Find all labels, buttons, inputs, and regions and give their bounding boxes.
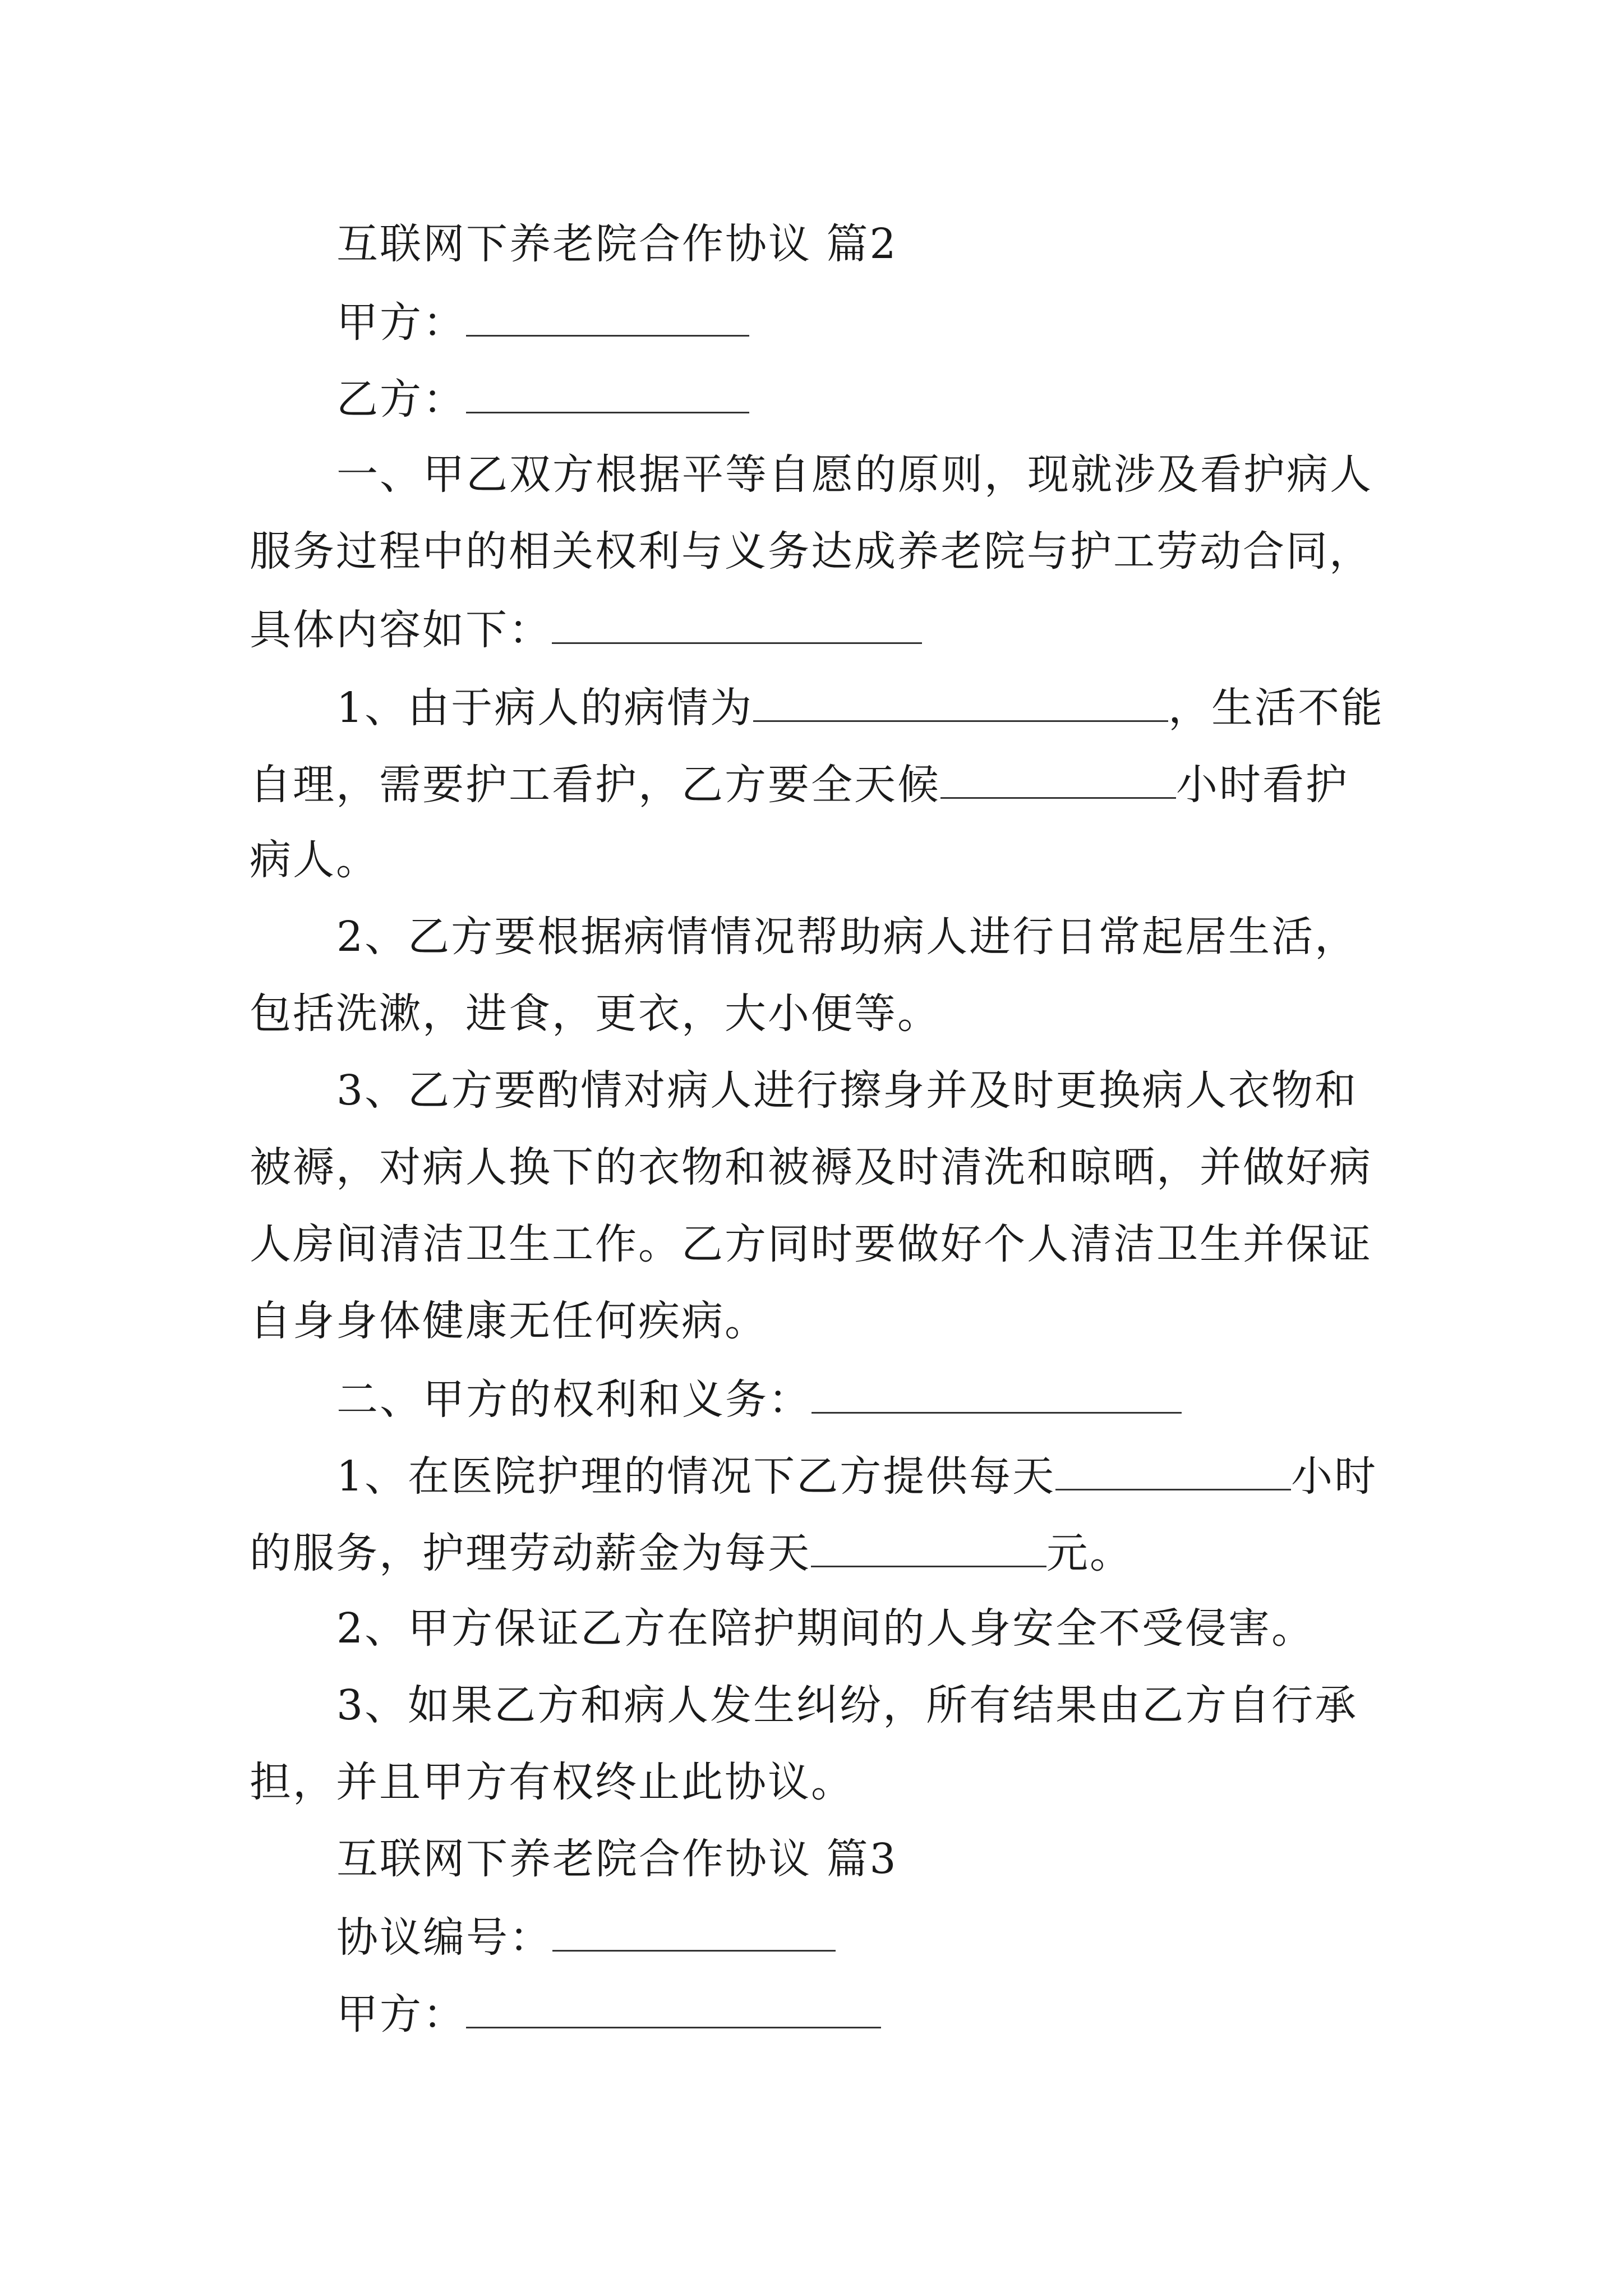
s1-item1-text-a: 1、由于病人的病情为 [336, 684, 754, 732]
service-hours-blank[interactable] [1055, 1454, 1291, 1490]
s1-intro-blank[interactable] [552, 608, 922, 644]
party-a-blank-2[interactable] [466, 1992, 881, 2028]
party-b-blank[interactable] [466, 377, 749, 413]
s1-item3-line-1: 3、乙方要酌情对病人进行擦身并及时更换病人衣物和 [336, 1066, 1358, 1115]
s1-item2-line-2: 包括洗漱，进食，更衣，大小便等。 [250, 990, 940, 1038]
s2-item1-line-2 [250, 1529, 1394, 1577]
agreement-no-label: 协议编号： [336, 1913, 552, 1962]
care-hours-blank[interactable] [940, 762, 1176, 799]
s2-item1-text-c: 的服务，护理劳动薪金为每天 [250, 1529, 811, 1577]
s1-item3-line-3: 人房间清洁卫生工作。乙方同时要做好个人清洁卫生并保证 [250, 1220, 1372, 1268]
party-a-line [336, 298, 1481, 347]
s2-item3-line-2: 担，并且甲方有权终止此协议。 [250, 1758, 854, 1806]
s2-item1-text-b: 小时 [1291, 1452, 1378, 1501]
s2-item2-line: 2、甲方保证乙方在陪护期间的人身安全不受侵害。 [336, 1604, 1315, 1653]
agreement-no-blank[interactable] [552, 1915, 836, 1952]
section-title-3: 互联网下养老院合作协议 篇3 [336, 1835, 898, 1883]
section-title-2: 互联网下养老院合作协议 篇2 [336, 220, 898, 268]
s1-item1-line-1 [336, 684, 1481, 732]
s2-item1-text-a: 1、在医院护理的情况下乙方提供每天 [336, 1452, 1056, 1501]
s1-item1-text-d: 小时看护 [1176, 761, 1349, 809]
s1-intro-line-3 [250, 606, 1394, 654]
party-b-line [336, 375, 1481, 424]
party-a-line-2 [336, 1990, 1481, 2039]
s1-intro-text: 具体内容如下： [250, 606, 552, 654]
s1-item1-text-b: ，生活不能 [1168, 684, 1385, 732]
s1-intro-line-1: 一、甲乙双方根据平等自愿的原则，现就涉及看护病人 [336, 450, 1373, 499]
s2-item1-line-1 [336, 1452, 1481, 1501]
party-a-label-2: 甲方： [336, 1990, 466, 2039]
s1-item2-line-1: 2、乙方要根据病情情况帮助病人进行日常起居生活， [336, 913, 1358, 961]
s2-heading-blank[interactable] [811, 1377, 1182, 1414]
agreement-no-line [336, 1913, 1481, 1962]
s1-item1-line-2 [250, 761, 1394, 809]
s1-item3-line-4: 自身身体健康无任何疾病。 [250, 1297, 768, 1345]
s2-item3-line-1: 3、如果乙方和病人发生纠纷，所有结果由乙方自行承 [336, 1681, 1358, 1729]
s2-item1-text-d: 元。 [1046, 1529, 1133, 1577]
s1-item1-text-c: 自理，需要护工看护，乙方要全天候 [250, 761, 940, 809]
s1-intro-line-2: 服务过程中的相关权利与义务达成养老院与护工劳动合同， [250, 527, 1372, 576]
s2-heading-line [336, 1375, 1481, 1424]
s1-item1-line-3: 病人。 [250, 836, 379, 884]
party-b-label: 乙方： [336, 375, 466, 424]
party-a-blank[interactable] [466, 300, 749, 337]
illness-blank[interactable] [753, 685, 1168, 722]
s1-item3-line-2: 被褥，对病人换下的衣物和被褥及时清洗和晾晒，并做好病 [250, 1143, 1372, 1191]
party-a-label: 甲方： [336, 298, 466, 347]
s2-heading: 二、甲方的权利和义务： [336, 1375, 811, 1424]
daily-wage-blank[interactable] [811, 1531, 1046, 1567]
